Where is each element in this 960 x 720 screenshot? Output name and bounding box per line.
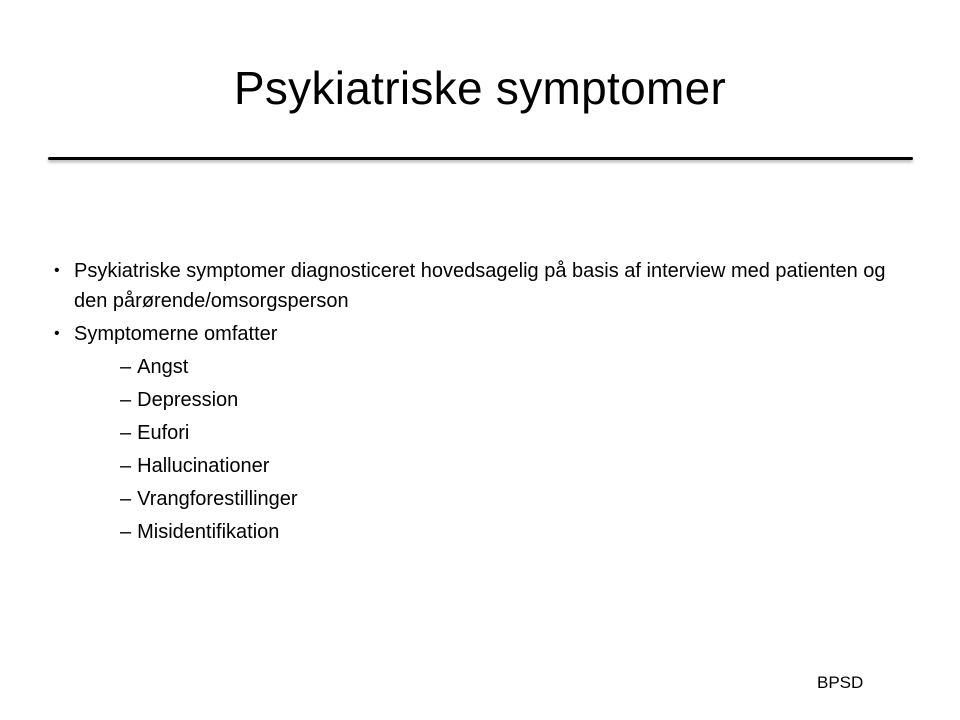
dash-icon: – — [120, 356, 132, 378]
dash-icon: – — [120, 521, 132, 543]
slide-footer: BPSD — [817, 673, 864, 692]
sub-item — [48, 385, 908, 415]
sub-item — [48, 352, 908, 382]
sub-item-text: Angst — [137, 356, 189, 378]
dash-icon: – — [120, 422, 132, 444]
bullet-text: Psykiatriske symptomer diagnosticeret hovedsagelig på basis af interview med patienten og den pårørende/omsorgsperson — [74, 260, 886, 312]
sub-item-text: Eufori — [137, 422, 190, 444]
title-underline — [48, 157, 913, 160]
dash-icon: – — [120, 488, 132, 510]
sub-item — [48, 484, 908, 514]
sub-item-text: Hallucinationer — [137, 455, 270, 477]
slide-title: Psykiatriske symptomer — [233, 62, 727, 114]
sub-item-text: Depression — [137, 389, 239, 411]
sub-item — [48, 418, 908, 448]
sub-item — [48, 451, 908, 481]
sub-item-text: Misidentifikation — [137, 521, 280, 543]
bullet-item — [48, 256, 908, 316]
dash-icon: – — [120, 389, 132, 411]
bullet-icon: • — [54, 262, 60, 279]
bullet-item — [48, 319, 908, 349]
dash-icon: – — [120, 455, 132, 477]
bullet-text: Symptomerne omfatter — [74, 323, 278, 345]
sub-item-text: Vrangforestillinger — [137, 488, 298, 510]
sub-item — [48, 517, 908, 547]
bullet-icon: • — [54, 325, 60, 342]
slide-content — [48, 256, 908, 550]
